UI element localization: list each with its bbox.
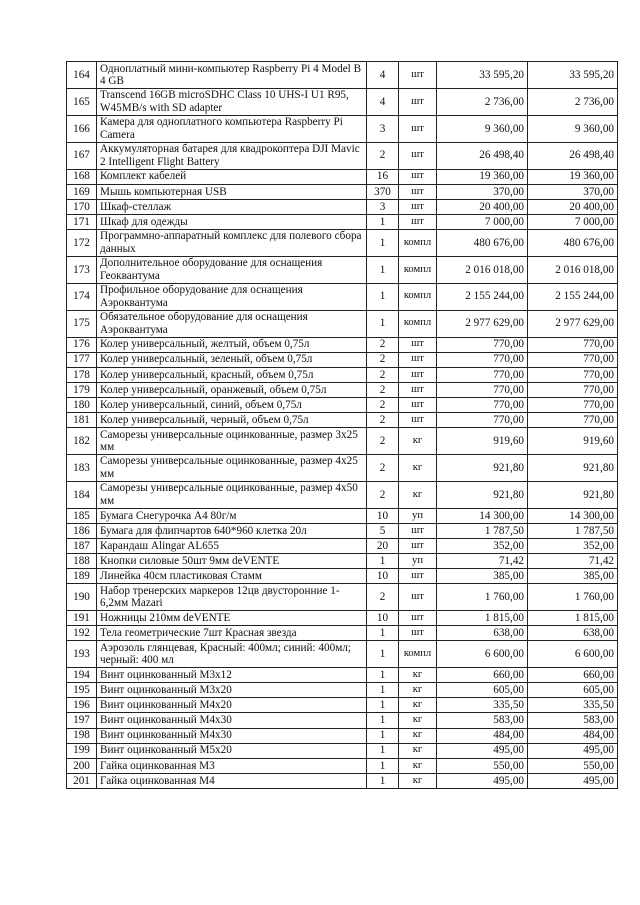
row-number: 181 bbox=[67, 412, 97, 427]
row-number: 184 bbox=[67, 481, 97, 508]
item-name: Бумага Снегурочка А4 80г/м bbox=[97, 508, 367, 523]
item-sum: 14 300,00 bbox=[528, 508, 618, 523]
row-number: 189 bbox=[67, 569, 97, 584]
row-number: 185 bbox=[67, 508, 97, 523]
item-quantity: 1 bbox=[367, 713, 399, 728]
table-row bbox=[67, 554, 618, 569]
item-unit: шт bbox=[399, 412, 437, 427]
item-name: Аккумуляторная батарея для квадрокоптера DJI Mavic 2 Intelligent Flight Battery bbox=[97, 142, 367, 169]
item-name: Аэрозоль глянцевая, Красный: 400мл; синий: 400мл; черный: 400 мл bbox=[97, 641, 367, 668]
table-row bbox=[67, 626, 618, 641]
item-quantity: 10 bbox=[367, 611, 399, 626]
table-row bbox=[67, 713, 618, 728]
table-row bbox=[67, 397, 618, 412]
item-sum: 9 360,00 bbox=[528, 115, 618, 142]
table-row bbox=[67, 184, 618, 199]
item-name: Профильное оборудование для оснащения Аэроквантума bbox=[97, 283, 367, 310]
row-number: 197 bbox=[67, 713, 97, 728]
row-number: 183 bbox=[67, 454, 97, 481]
document-page bbox=[66, 61, 617, 789]
item-price: 1 787,50 bbox=[437, 523, 528, 538]
item-sum: 385,00 bbox=[528, 569, 618, 584]
row-number: 190 bbox=[67, 584, 97, 611]
item-unit: кг bbox=[399, 758, 437, 773]
item-unit: шт bbox=[399, 367, 437, 382]
item-unit: шт bbox=[399, 199, 437, 214]
table-row bbox=[67, 352, 618, 367]
item-price: 33 595,20 bbox=[437, 62, 528, 89]
row-number: 173 bbox=[67, 256, 97, 283]
item-price: 71,42 bbox=[437, 554, 528, 569]
item-unit: компл bbox=[399, 229, 437, 256]
item-unit: шт bbox=[399, 115, 437, 142]
row-number: 178 bbox=[67, 367, 97, 382]
item-sum: 480 676,00 bbox=[528, 229, 618, 256]
item-name: Мышь компьютерная USB bbox=[97, 184, 367, 199]
item-quantity: 2 bbox=[367, 584, 399, 611]
item-name: Гайка оцинкованная М4 bbox=[97, 773, 367, 788]
item-name: Линейка 40см пластиковая Стамм bbox=[97, 569, 367, 584]
item-name: Шкаф для одежды bbox=[97, 214, 367, 229]
item-name: Кнопки силовые 50шт 9мм deVENTE bbox=[97, 554, 367, 569]
table-row bbox=[67, 199, 618, 214]
item-name: Набор тренерских маркеров 12цв двусторонние 1-6,2мм Mazari bbox=[97, 584, 367, 611]
item-sum: 770,00 bbox=[528, 397, 618, 412]
item-price: 495,00 bbox=[437, 743, 528, 758]
item-unit: шт bbox=[399, 142, 437, 169]
item-quantity: 5 bbox=[367, 523, 399, 538]
item-sum: 921,80 bbox=[528, 481, 618, 508]
table-row bbox=[67, 88, 618, 115]
item-sum: 660,00 bbox=[528, 668, 618, 683]
table-row bbox=[67, 283, 618, 310]
item-sum: 495,00 bbox=[528, 743, 618, 758]
item-unit: шт bbox=[399, 523, 437, 538]
item-unit: кг bbox=[399, 428, 437, 455]
item-unit: компл bbox=[399, 256, 437, 283]
table-row bbox=[67, 641, 618, 668]
table-row bbox=[67, 382, 618, 397]
item-price: 20 400,00 bbox=[437, 199, 528, 214]
item-quantity: 2 bbox=[367, 337, 399, 352]
item-sum: 484,00 bbox=[528, 728, 618, 743]
table-row bbox=[67, 683, 618, 698]
item-name: Обязательное оборудование для оснащения Аэроквантума bbox=[97, 310, 367, 337]
item-sum: 770,00 bbox=[528, 412, 618, 427]
item-unit: шт bbox=[399, 397, 437, 412]
item-sum: 1 760,00 bbox=[528, 584, 618, 611]
item-sum: 495,00 bbox=[528, 773, 618, 788]
row-number: 191 bbox=[67, 611, 97, 626]
item-name: Бумага для флипчартов 640*960 клетка 20л bbox=[97, 523, 367, 538]
item-price: 583,00 bbox=[437, 713, 528, 728]
item-name: Гайка оцинкованная М3 bbox=[97, 758, 367, 773]
table-row bbox=[67, 367, 618, 382]
item-name: Дополнительное оборудование для оснащения Геоквантума bbox=[97, 256, 367, 283]
table-row bbox=[67, 611, 618, 626]
item-name: Колер универсальный, желтый, объем 0,75л bbox=[97, 337, 367, 352]
item-quantity: 20 bbox=[367, 538, 399, 553]
item-quantity: 1 bbox=[367, 743, 399, 758]
item-price: 19 360,00 bbox=[437, 169, 528, 184]
table-row bbox=[67, 569, 618, 584]
table-row bbox=[67, 743, 618, 758]
item-name: Программно-аппаратный комплекс для полевого сбора данных bbox=[97, 229, 367, 256]
item-quantity: 1 bbox=[367, 668, 399, 683]
item-name: Колер универсальный, оранжевый, объем 0,75л bbox=[97, 382, 367, 397]
item-name: Шкаф-стеллаж bbox=[97, 199, 367, 214]
item-quantity: 1 bbox=[367, 554, 399, 569]
item-quantity: 1 bbox=[367, 683, 399, 698]
item-quantity: 4 bbox=[367, 88, 399, 115]
row-number: 199 bbox=[67, 743, 97, 758]
row-number: 194 bbox=[67, 668, 97, 683]
items-table bbox=[66, 61, 618, 789]
row-number: 168 bbox=[67, 169, 97, 184]
table-row bbox=[67, 214, 618, 229]
item-sum: 2 155 244,00 bbox=[528, 283, 618, 310]
row-number: 170 bbox=[67, 199, 97, 214]
item-unit: кг bbox=[399, 481, 437, 508]
item-price: 335,50 bbox=[437, 698, 528, 713]
row-number: 187 bbox=[67, 538, 97, 553]
item-quantity: 1 bbox=[367, 773, 399, 788]
item-price: 921,80 bbox=[437, 454, 528, 481]
table-row bbox=[67, 62, 618, 89]
item-price: 2 016 018,00 bbox=[437, 256, 528, 283]
row-number: 165 bbox=[67, 88, 97, 115]
item-quantity: 2 bbox=[367, 382, 399, 397]
item-price: 484,00 bbox=[437, 728, 528, 743]
item-quantity: 1 bbox=[367, 283, 399, 310]
item-quantity: 4 bbox=[367, 62, 399, 89]
item-quantity: 1 bbox=[367, 758, 399, 773]
row-number: 167 bbox=[67, 142, 97, 169]
row-number: 171 bbox=[67, 214, 97, 229]
item-sum: 1 815,00 bbox=[528, 611, 618, 626]
table-row bbox=[67, 728, 618, 743]
item-quantity: 1 bbox=[367, 256, 399, 283]
item-sum: 7 000,00 bbox=[528, 214, 618, 229]
table-row bbox=[67, 773, 618, 788]
item-price: 7 000,00 bbox=[437, 214, 528, 229]
row-number: 176 bbox=[67, 337, 97, 352]
item-price: 638,00 bbox=[437, 626, 528, 641]
item-unit: шт bbox=[399, 569, 437, 584]
table-row bbox=[67, 169, 618, 184]
item-name: Винт оцинкованный М5х20 bbox=[97, 743, 367, 758]
item-quantity: 2 bbox=[367, 142, 399, 169]
item-unit: шт bbox=[399, 352, 437, 367]
row-number: 182 bbox=[67, 428, 97, 455]
item-price: 770,00 bbox=[437, 352, 528, 367]
item-price: 370,00 bbox=[437, 184, 528, 199]
row-number: 177 bbox=[67, 352, 97, 367]
item-price: 1 760,00 bbox=[437, 584, 528, 611]
item-unit: кг bbox=[399, 454, 437, 481]
item-name: Саморезы универсальные оцинкованные, размер 4х25 мм bbox=[97, 454, 367, 481]
item-price: 6 600,00 bbox=[437, 641, 528, 668]
item-quantity: 1 bbox=[367, 698, 399, 713]
row-number: 188 bbox=[67, 554, 97, 569]
item-unit: шт bbox=[399, 337, 437, 352]
item-unit: кг bbox=[399, 743, 437, 758]
row-number: 200 bbox=[67, 758, 97, 773]
item-name: Винт оцинкованный М3х12 bbox=[97, 668, 367, 683]
item-name: Карандаш Alingar AL655 bbox=[97, 538, 367, 553]
item-sum: 370,00 bbox=[528, 184, 618, 199]
item-sum: 583,00 bbox=[528, 713, 618, 728]
item-price: 2 977 629,00 bbox=[437, 310, 528, 337]
item-name: Колер универсальный, зеленый, объем 0,75л bbox=[97, 352, 367, 367]
item-unit: шт bbox=[399, 584, 437, 611]
item-quantity: 1 bbox=[367, 626, 399, 641]
item-unit: шт bbox=[399, 611, 437, 626]
item-name: Одноплатный мини-компьютер Raspberry Pi 4 Model B 4 GB bbox=[97, 62, 367, 89]
item-price: 495,00 bbox=[437, 773, 528, 788]
item-unit: шт bbox=[399, 62, 437, 89]
item-price: 770,00 bbox=[437, 337, 528, 352]
item-sum: 2 016 018,00 bbox=[528, 256, 618, 283]
items-table-body bbox=[67, 62, 618, 789]
item-price: 770,00 bbox=[437, 412, 528, 427]
item-quantity: 2 bbox=[367, 352, 399, 367]
item-quantity: 1 bbox=[367, 229, 399, 256]
row-number: 186 bbox=[67, 523, 97, 538]
item-name: Саморезы универсальные оцинкованные, размер 3х25 мм bbox=[97, 428, 367, 455]
item-quantity: 2 bbox=[367, 454, 399, 481]
table-row bbox=[67, 538, 618, 553]
row-number: 164 bbox=[67, 62, 97, 89]
item-price: 352,00 bbox=[437, 538, 528, 553]
item-quantity: 370 bbox=[367, 184, 399, 199]
row-number: 169 bbox=[67, 184, 97, 199]
row-number: 166 bbox=[67, 115, 97, 142]
item-unit: шт bbox=[399, 88, 437, 115]
item-unit: кг bbox=[399, 713, 437, 728]
row-number: 201 bbox=[67, 773, 97, 788]
item-unit: кг bbox=[399, 728, 437, 743]
item-sum: 26 498,40 bbox=[528, 142, 618, 169]
item-unit: кг bbox=[399, 683, 437, 698]
row-number: 180 bbox=[67, 397, 97, 412]
item-sum: 919,60 bbox=[528, 428, 618, 455]
item-price: 770,00 bbox=[437, 367, 528, 382]
item-sum: 6 600,00 bbox=[528, 641, 618, 668]
item-quantity: 3 bbox=[367, 199, 399, 214]
item-price: 921,80 bbox=[437, 481, 528, 508]
item-sum: 19 360,00 bbox=[528, 169, 618, 184]
item-price: 2 736,00 bbox=[437, 88, 528, 115]
table-row bbox=[67, 584, 618, 611]
table-row bbox=[67, 481, 618, 508]
item-price: 1 815,00 bbox=[437, 611, 528, 626]
item-quantity: 1 bbox=[367, 310, 399, 337]
item-sum: 352,00 bbox=[528, 538, 618, 553]
item-quantity: 16 bbox=[367, 169, 399, 184]
item-quantity: 2 bbox=[367, 397, 399, 412]
item-sum: 20 400,00 bbox=[528, 199, 618, 214]
item-sum: 638,00 bbox=[528, 626, 618, 641]
row-number: 193 bbox=[67, 641, 97, 668]
item-price: 770,00 bbox=[437, 382, 528, 397]
item-unit: шт bbox=[399, 382, 437, 397]
item-quantity: 10 bbox=[367, 569, 399, 584]
item-quantity: 1 bbox=[367, 214, 399, 229]
item-price: 14 300,00 bbox=[437, 508, 528, 523]
item-sum: 2 736,00 bbox=[528, 88, 618, 115]
table-row bbox=[67, 337, 618, 352]
item-unit: шт bbox=[399, 538, 437, 553]
item-price: 9 360,00 bbox=[437, 115, 528, 142]
table-row bbox=[67, 668, 618, 683]
item-sum: 550,00 bbox=[528, 758, 618, 773]
item-unit: шт bbox=[399, 626, 437, 641]
table-row bbox=[67, 698, 618, 713]
item-name: Комплект кабелей bbox=[97, 169, 367, 184]
item-unit: компл bbox=[399, 283, 437, 310]
table-row bbox=[67, 256, 618, 283]
item-quantity: 1 bbox=[367, 641, 399, 668]
table-row bbox=[67, 310, 618, 337]
table-row bbox=[67, 229, 618, 256]
item-price: 480 676,00 bbox=[437, 229, 528, 256]
item-unit: компл bbox=[399, 310, 437, 337]
item-name: Винт оцинкованный М3х20 bbox=[97, 683, 367, 698]
item-name: Винт оцинкованный М4х30 bbox=[97, 713, 367, 728]
item-name: Саморезы универсальные оцинкованные, размер 4х50 мм bbox=[97, 481, 367, 508]
item-sum: 770,00 bbox=[528, 352, 618, 367]
table-row bbox=[67, 142, 618, 169]
row-number: 172 bbox=[67, 229, 97, 256]
item-quantity: 2 bbox=[367, 428, 399, 455]
item-price: 770,00 bbox=[437, 397, 528, 412]
item-quantity: 1 bbox=[367, 728, 399, 743]
item-unit: уп bbox=[399, 508, 437, 523]
item-name: Камера для одноплатного компьютера Raspberry Pi Camera bbox=[97, 115, 367, 142]
item-sum: 1 787,50 bbox=[528, 523, 618, 538]
item-unit: кг bbox=[399, 698, 437, 713]
row-number: 174 bbox=[67, 283, 97, 310]
item-name: Колер универсальный, черный, объем 0,75л bbox=[97, 412, 367, 427]
item-price: 605,00 bbox=[437, 683, 528, 698]
item-unit: шт bbox=[399, 184, 437, 199]
item-name: Винт оцинкованный М4х20 bbox=[97, 698, 367, 713]
item-price: 2 155 244,00 bbox=[437, 283, 528, 310]
item-name: Колер универсальный, синий, объем 0,75л bbox=[97, 397, 367, 412]
item-sum: 921,80 bbox=[528, 454, 618, 481]
item-quantity: 3 bbox=[367, 115, 399, 142]
row-number: 198 bbox=[67, 728, 97, 743]
table-row bbox=[67, 758, 618, 773]
item-unit: кг bbox=[399, 668, 437, 683]
table-row bbox=[67, 412, 618, 427]
row-number: 195 bbox=[67, 683, 97, 698]
item-sum: 71,42 bbox=[528, 554, 618, 569]
item-unit: уп bbox=[399, 554, 437, 569]
row-number: 196 bbox=[67, 698, 97, 713]
item-unit: шт bbox=[399, 214, 437, 229]
item-sum: 33 595,20 bbox=[528, 62, 618, 89]
item-sum: 770,00 bbox=[528, 382, 618, 397]
item-name: Колер универсальный, красный, объем 0,75л bbox=[97, 367, 367, 382]
item-sum: 2 977 629,00 bbox=[528, 310, 618, 337]
item-sum: 770,00 bbox=[528, 367, 618, 382]
item-name: Transcend 16GB microSDHC Class 10 UHS-I U1 R95, W45MB/s with SD adapter bbox=[97, 88, 367, 115]
item-unit: компл bbox=[399, 641, 437, 668]
item-quantity: 2 bbox=[367, 481, 399, 508]
item-price: 550,00 bbox=[437, 758, 528, 773]
table-row bbox=[67, 508, 618, 523]
item-quantity: 2 bbox=[367, 367, 399, 382]
table-row bbox=[67, 523, 618, 538]
item-name: Тела геометрические 7шт Красная звезда bbox=[97, 626, 367, 641]
item-name: Ножницы 210мм deVENTE bbox=[97, 611, 367, 626]
item-unit: шт bbox=[399, 169, 437, 184]
table-row bbox=[67, 115, 618, 142]
item-sum: 770,00 bbox=[528, 337, 618, 352]
item-unit: кг bbox=[399, 773, 437, 788]
table-row bbox=[67, 454, 618, 481]
item-price: 919,60 bbox=[437, 428, 528, 455]
item-sum: 335,50 bbox=[528, 698, 618, 713]
item-price: 385,00 bbox=[437, 569, 528, 584]
item-sum: 605,00 bbox=[528, 683, 618, 698]
row-number: 192 bbox=[67, 626, 97, 641]
row-number: 179 bbox=[67, 382, 97, 397]
item-price: 660,00 bbox=[437, 668, 528, 683]
item-name: Винт оцинкованный М4х30 bbox=[97, 728, 367, 743]
item-quantity: 10 bbox=[367, 508, 399, 523]
item-price: 26 498,40 bbox=[437, 142, 528, 169]
item-quantity: 2 bbox=[367, 412, 399, 427]
table-row bbox=[67, 428, 618, 455]
row-number: 175 bbox=[67, 310, 97, 337]
